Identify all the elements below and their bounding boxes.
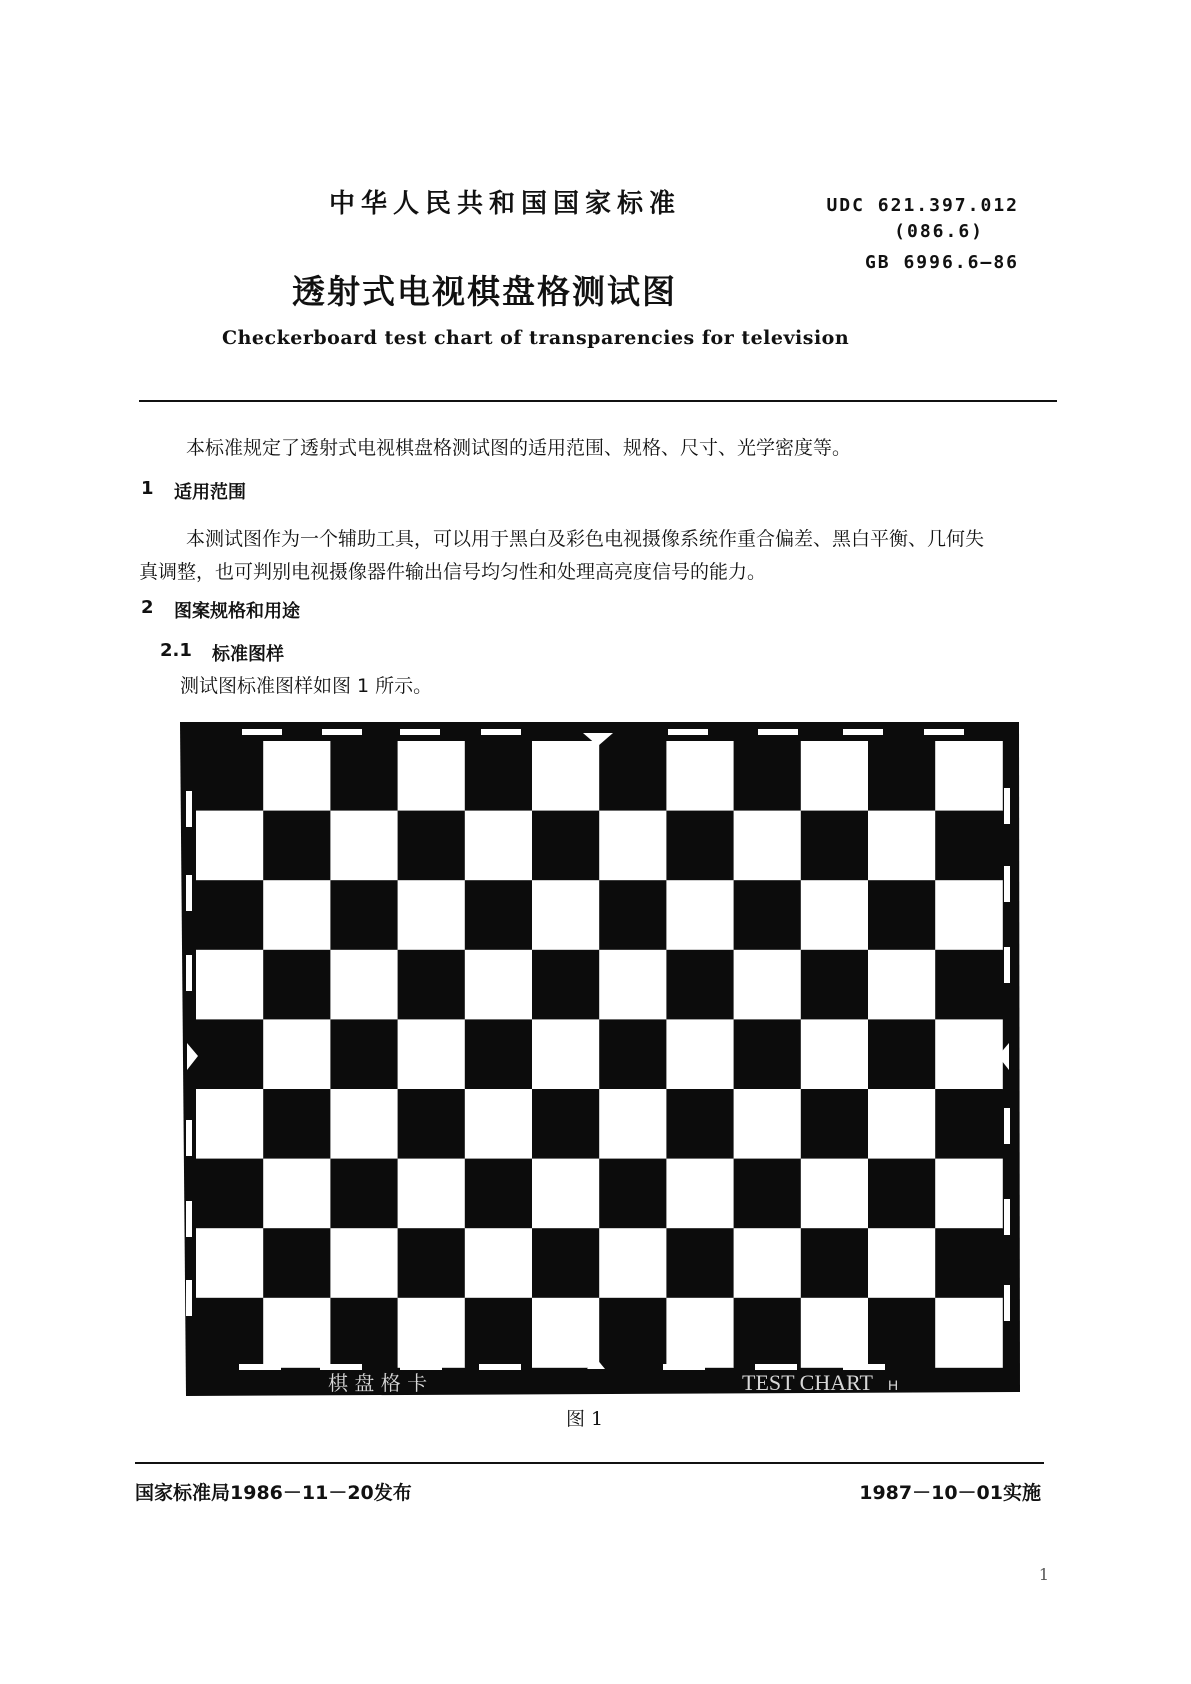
checker-cell: [801, 950, 869, 1020]
udc-number: UDC 621.397.012: [826, 195, 1019, 216]
checker-cell: [734, 1089, 802, 1159]
checker-cell: [935, 811, 1003, 881]
top-marker-bar: [758, 729, 798, 735]
checker-cell: [935, 1159, 1003, 1229]
section-2-1-paragraph: 测试图标准图样如图 1 所示。: [180, 675, 433, 697]
checker-cell: [263, 880, 331, 950]
checker-cell: [935, 1228, 1003, 1298]
checker-cell: [465, 811, 533, 881]
checker-cell: [465, 1019, 533, 1089]
section-2-title: 图案规格和用途: [174, 601, 300, 622]
top-marker-bar: [481, 729, 521, 735]
checker-cell: [666, 1228, 734, 1298]
checker-cell: [330, 1019, 398, 1089]
checker-cell: [868, 1019, 936, 1089]
checker-cell: [196, 950, 264, 1020]
checker-cell: [465, 1228, 533, 1298]
checker-cell: [263, 1228, 331, 1298]
checker-cell: [263, 1298, 331, 1368]
checker-cell: [734, 1298, 802, 1368]
checker-cell: [801, 1298, 869, 1368]
checker-cell: [935, 880, 1003, 950]
checker-cell: [196, 1159, 264, 1229]
checker-cell: [398, 1159, 466, 1229]
right-marker-bar: [1004, 1199, 1010, 1235]
checker-cell: [599, 811, 667, 881]
checker-cell: [263, 741, 331, 811]
checker-cell: [599, 1089, 667, 1159]
chart-label-en: TEST CHART: [742, 1370, 873, 1395]
checker-cell: [868, 1159, 936, 1229]
bottom-marker-bar: [320, 1364, 362, 1370]
checker-cell: [398, 811, 466, 881]
checker-cell: [599, 1298, 667, 1368]
figure-caption: 图 1: [566, 1408, 604, 1430]
checker-cell: [330, 880, 398, 950]
checker-cell: [599, 1019, 667, 1089]
checker-cell: [801, 880, 869, 950]
checker-cell: [263, 950, 331, 1020]
checker-cell: [734, 741, 802, 811]
right-marker-bar: [1004, 947, 1010, 983]
left-marker-bar: [186, 1120, 192, 1156]
checker-cell: [599, 1228, 667, 1298]
checker-cell: [196, 1019, 264, 1089]
checker-cell: [263, 1159, 331, 1229]
udc-sub-number: (086.6): [894, 221, 984, 242]
section-1-paragraph-line2: 真调整，也可判别电视摄像器件输出信号均匀性和处理高亮度信号的能力。: [139, 561, 767, 583]
checker-cell: [196, 741, 264, 811]
checker-cell: [465, 1298, 533, 1368]
checker-cell: [599, 880, 667, 950]
page-number: 1: [1038, 1565, 1049, 1584]
checker-cell: [263, 811, 331, 881]
section-1-paragraph-line1: 本测试图作为一个辅助工具，可以用于黑白及彩色电视摄像系统作重合偏差、黑白平衡、几何失: [186, 528, 985, 550]
checker-cell: [801, 1019, 869, 1089]
checker-cell: [868, 1298, 936, 1368]
checker-cell: [532, 811, 600, 881]
checker-cell: [935, 950, 1003, 1020]
checker-cell: [532, 1159, 600, 1229]
right-marker-bar: [1004, 788, 1010, 824]
top-marker-bar: [400, 729, 440, 735]
checker-cell: [801, 1089, 869, 1159]
checker-cell: [532, 741, 600, 811]
bottom-marker-bar: [400, 1364, 442, 1370]
standard-name: 中华人民共和国国家标准: [329, 189, 682, 219]
checker-cell: [532, 1228, 600, 1298]
right-marker-bar: [1004, 1285, 1010, 1321]
chart-label-cn: 棋 盘 格 卡: [328, 1371, 428, 1395]
checker-cell: [734, 1159, 802, 1229]
checker-cell: [196, 880, 264, 950]
checker-cell: [398, 1089, 466, 1159]
checker-cell: [868, 811, 936, 881]
checker-cell: [666, 811, 734, 881]
checker-cell: [734, 811, 802, 881]
document-title-en: Checkerboard test chart of transparencies for television: [222, 327, 850, 349]
checker-cell: [398, 1298, 466, 1368]
checker-cell: [666, 741, 734, 811]
section-2-number: 2: [141, 597, 154, 618]
left-marker-bar: [186, 1201, 192, 1237]
section-1-number: 1: [141, 478, 154, 499]
checker-cell: [398, 880, 466, 950]
top-marker-bar: [924, 729, 964, 735]
checker-cell: [868, 741, 936, 811]
left-marker-bar: [186, 875, 192, 911]
checker-cell: [935, 741, 1003, 811]
checker-cell: [599, 950, 667, 1020]
checker-cell: [734, 1228, 802, 1298]
checker-cell: [935, 1019, 1003, 1089]
checker-cell: [398, 1019, 466, 1089]
left-marker-bar: [186, 1280, 192, 1316]
checker-cell: [465, 950, 533, 1020]
checker-cell: [196, 1228, 264, 1298]
bottom-marker-bar: [479, 1364, 521, 1370]
footer-rule: [135, 1462, 1044, 1464]
checker-cell: [801, 1159, 869, 1229]
checker-cell: [666, 880, 734, 950]
checker-cell: [330, 950, 398, 1020]
checker-cell: [330, 1089, 398, 1159]
issue-date: 国家标准局1986－11－20发布: [135, 1482, 412, 1504]
intro-paragraph: 本标准规定了透射式电视棋盘格测试图的适用范围、规格、尺寸、光学密度等。: [186, 437, 852, 459]
checker-cell: [398, 950, 466, 1020]
checker-cell: [935, 1089, 1003, 1159]
effective-date: 1987－10－01实施: [859, 1482, 1041, 1504]
checker-cell: [465, 1159, 533, 1229]
checker-cell: [330, 811, 398, 881]
checker-cell: [532, 1089, 600, 1159]
document-title: 透射式电视棋盘格测试图: [292, 272, 677, 311]
left-marker-bar: [186, 791, 192, 827]
checker-cell: [599, 1159, 667, 1229]
section-2-1-number: 2.1: [160, 640, 192, 661]
checker-cell: [196, 1298, 264, 1368]
checker-cell: [801, 741, 869, 811]
checker-cell: [734, 880, 802, 950]
checker-cell: [330, 1228, 398, 1298]
checker-cell: [330, 741, 398, 811]
checker-cell: [330, 1159, 398, 1229]
chart-label-suffix: H: [888, 1377, 899, 1393]
checker-cell: [666, 1019, 734, 1089]
section-1-title: 适用范围: [174, 482, 246, 503]
checker-cell: [935, 1298, 1003, 1368]
checker-cell: [868, 880, 936, 950]
bottom-marker-bar: [663, 1364, 705, 1370]
checker-cell: [330, 1298, 398, 1368]
checker-cell: [465, 1089, 533, 1159]
checker-cell: [868, 1089, 936, 1159]
checker-cell: [398, 741, 466, 811]
checker-cell: [196, 1089, 264, 1159]
checker-cell: [666, 1089, 734, 1159]
top-marker-bar: [668, 729, 708, 735]
checker-cell: [196, 811, 264, 881]
checker-cell: [734, 950, 802, 1020]
checker-cell: [801, 1228, 869, 1298]
left-marker-bar: [186, 955, 192, 991]
checker-cell: [666, 1298, 734, 1368]
top-marker-bar: [843, 729, 883, 735]
checker-cell: [599, 741, 667, 811]
right-marker-bar: [1004, 1108, 1010, 1144]
checker-cell: [801, 811, 869, 881]
checker-cell: [666, 1159, 734, 1229]
gb-number: GB 6996.6—86: [864, 252, 1019, 273]
bottom-marker-bar: [239, 1364, 281, 1370]
top-marker-bar: [322, 729, 362, 735]
right-marker-bar: [1004, 866, 1010, 902]
section-2-1-title: 标准图样: [212, 644, 284, 665]
checker-cell: [734, 1019, 802, 1089]
checker-cell: [532, 1019, 600, 1089]
checker-cell: [465, 741, 533, 811]
checker-cell: [868, 950, 936, 1020]
checker-cell: [263, 1089, 331, 1159]
checker-cell: [666, 950, 734, 1020]
checker-cell: [263, 1019, 331, 1089]
checker-cell: [398, 1228, 466, 1298]
checker-cell: [532, 1298, 600, 1368]
checker-cell: [868, 1228, 936, 1298]
top-marker-bar: [242, 729, 282, 735]
checker-cell: [532, 880, 600, 950]
checker-cell: [465, 880, 533, 950]
checker-cell: [532, 950, 600, 1020]
